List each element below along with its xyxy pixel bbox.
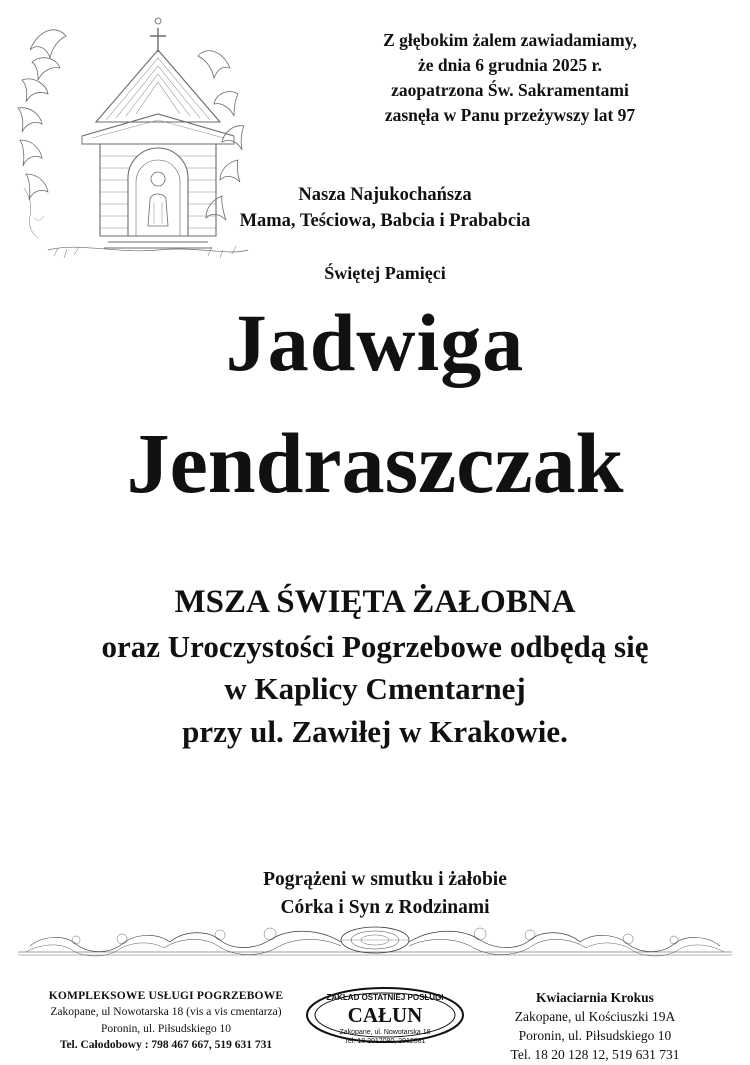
floral-ornament-divider-icon <box>18 922 732 964</box>
relation-line-2: Mama, Teściowa, Babcia i Prababcia <box>239 211 531 232</box>
mourners-line-2: Córka i Syn z Rodzinami <box>280 897 490 919</box>
logo-address: Zakopane, ul. Nowotarska 18 <box>339 1029 431 1036</box>
funeral-services-title: KOMPLEKSOWE USŁUGI POGRZEBOWE <box>48 990 284 1002</box>
funeral-services-info <box>16 988 316 1053</box>
mourners-text <box>95 866 675 923</box>
funeral-services-address-1: Zakopane, ul Nowotarska 18 (vis a vis cmentarza) <box>50 1006 282 1019</box>
relation-line-1: Nasza Najukochańsza <box>298 185 472 205</box>
florist-phone: Tel. 18 20 128 12, 519 631 731 <box>510 1047 680 1063</box>
deceased-surname: Jendraszczak <box>126 415 624 511</box>
mass-line-1: MSZA ŚWIĘTA ŻAŁOBNA <box>174 584 576 620</box>
intro-line-1: Z głębokim żalem zawiadamiamy, <box>383 30 637 50</box>
intro-line-3: zaopatrzona Św. Sakramentami <box>391 79 629 100</box>
calun-logo <box>305 978 465 1052</box>
logo-brand: CAŁUN <box>347 1003 423 1027</box>
logo-phones: Tel. 18 2012080, 2012081 <box>344 1038 426 1045</box>
florist-title: Kwiaciarnia Krokus <box>536 990 654 1005</box>
funeral-services-address-2: Poronin, ul. Piłsudskiego 10 <box>100 1022 232 1035</box>
funeral-services-phone: Tel. Całodobowy : 798 467 667, 519 631 731 <box>59 1038 273 1051</box>
mass-line-3: w Kaplicy Cmentarnej <box>224 671 526 707</box>
mass-details <box>35 580 715 754</box>
relation-text <box>95 182 675 235</box>
florist-info <box>450 988 740 1065</box>
intro-text <box>280 28 740 127</box>
intro-line-2: że dnia 6 grudnia 2025 r. <box>417 54 603 75</box>
florist-address-2: Poronin, ul. Piłsudskiego 10 <box>518 1028 672 1044</box>
chapel-illustration-icon <box>8 10 258 275</box>
mourners-line-1: Pogrążeni w smutku i żałobie <box>263 869 507 890</box>
mass-line-2: oraz Uroczystości Pogrzebowe odbędą się <box>101 628 649 664</box>
intro-line-4: zasnęła w Panu przeżywszy lat 97 <box>384 104 636 125</box>
memory-label: Świętej Pamięci <box>324 263 446 283</box>
logo-top-text: ZAKŁAD OSTATNIEJ POSŁUGI <box>326 993 444 1002</box>
mass-line-4: przy ul. Zawiłej w Krakowie. <box>182 714 568 750</box>
florist-address-1: Zakopane, ul Kościuszki 19A <box>514 1009 676 1025</box>
deceased-first-name: Jadwiga <box>225 297 525 388</box>
